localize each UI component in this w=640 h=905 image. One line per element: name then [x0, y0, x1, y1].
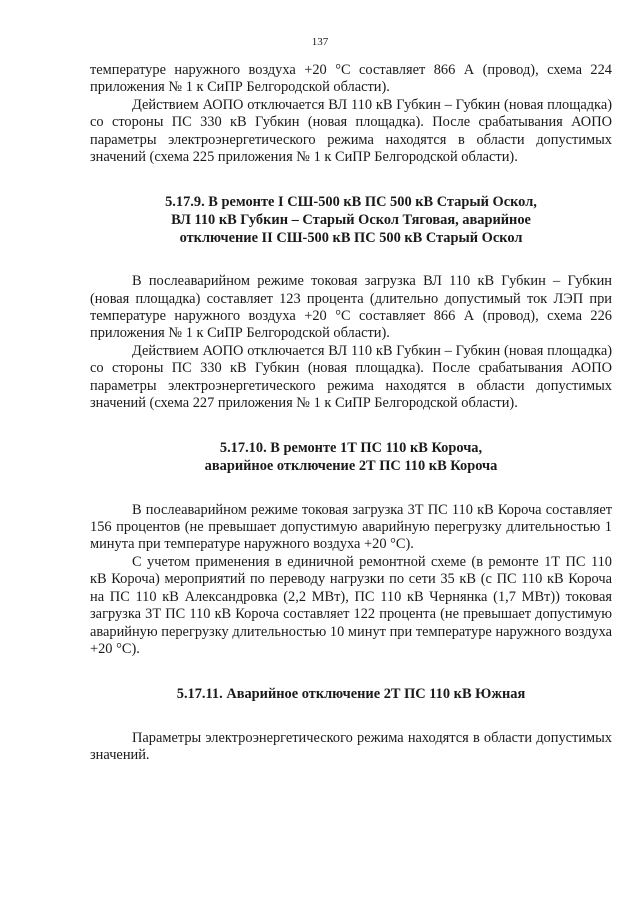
section-heading-line: 5.17.11. Аварийное отключение 2Т ПС 110 кВ Южная [176, 686, 526, 703]
paragraph: температуре наружного воздуха +20 °С составляет 866 А (провод), схема 224 приложения № 1 к СиПР Белгородской области). [90, 62, 612, 96]
section-heading-line: 5.17.9. В ремонте I СШ-500 кВ ПС 500 кВ Старый Оскол, [165, 194, 537, 211]
paragraph: Действием АОПО отключается ВЛ 110 кВ Губкин – Губкин (новая площадка) со стороны ПС 330 кВ Губкин (новая площадка). После срабатывания АОПО параметры электроэнергетического режима находятся в области допустимых значений (схема 225 приложения № 1 к СиПР Белгородской области). [90, 96, 612, 166]
paragraph: Параметры электроэнергетического режима находятся в области допустимых значений. [90, 729, 612, 764]
page-number: 137 [311, 36, 329, 48]
paragraph: Действием АОПО отключается ВЛ 110 кВ Губкин – Губкин (новая площадка) со стороны ПС 330 кВ Губкин (новая площадка). После срабатывания АОПО параметры электроэнергетического режима находятся в области допустимых значений (схема 227 приложения № 1 к СиПР Белгородской области). [90, 342, 612, 412]
section-heading [90, 686, 612, 704]
paragraph: В послеаварийном режиме токовая загрузка 3Т ПС 110 кВ Короча составляет 156 процентов (не превышает допустимую аварийную перегрузку длительностью 1 минута при температуре наружного воздуха +20 °С). [90, 501, 612, 553]
section-heading-line: 5.17.10. В ремонте 1Т ПС 110 кВ Короча, [219, 440, 483, 457]
section-heading [90, 440, 612, 475]
paragraph: С учетом применения в единичной ремонтной схеме (в ремонте 1Т ПС 110 кВ Короча) мероприятий по переводу нагрузки по сети 35 кВ (с ПС 110 кВ Короча на ПС 110 кВ Александровка (2,2 МВт), ПС 110 кВ Чернянка (1,7 МВт)) токовая загрузка 3Т ПС 110 кВ Короча составляет 122 процента (не превышает допустимую аварийную перегрузку длительностью 10 минут при температуре наружного воздуха +20 °С). [90, 553, 612, 657]
paragraph: В послеаварийном режиме токовая загрузка ВЛ 110 кВ Губкин – Губкин (новая площадка) составляет 123 процента (длительно допустимый ток ЛЭП при температуре наружного воздуха +20 °С составляет 866 А (провод), схема 226 приложения № 1 к СиПР Белгородской области). [90, 273, 612, 342]
section-heading [90, 194, 612, 247]
section-heading-line: отключение II СШ-500 кВ ПС 500 кВ Старый Оскол [179, 229, 523, 246]
page-content [90, 62, 612, 765]
section-heading-line: аварийное отключение 2Т ПС 110 кВ Короча [204, 458, 498, 475]
section-heading-line: ВЛ 110 кВ Губкин – Старый Оскол Тяговая, аварийное [171, 212, 531, 229]
